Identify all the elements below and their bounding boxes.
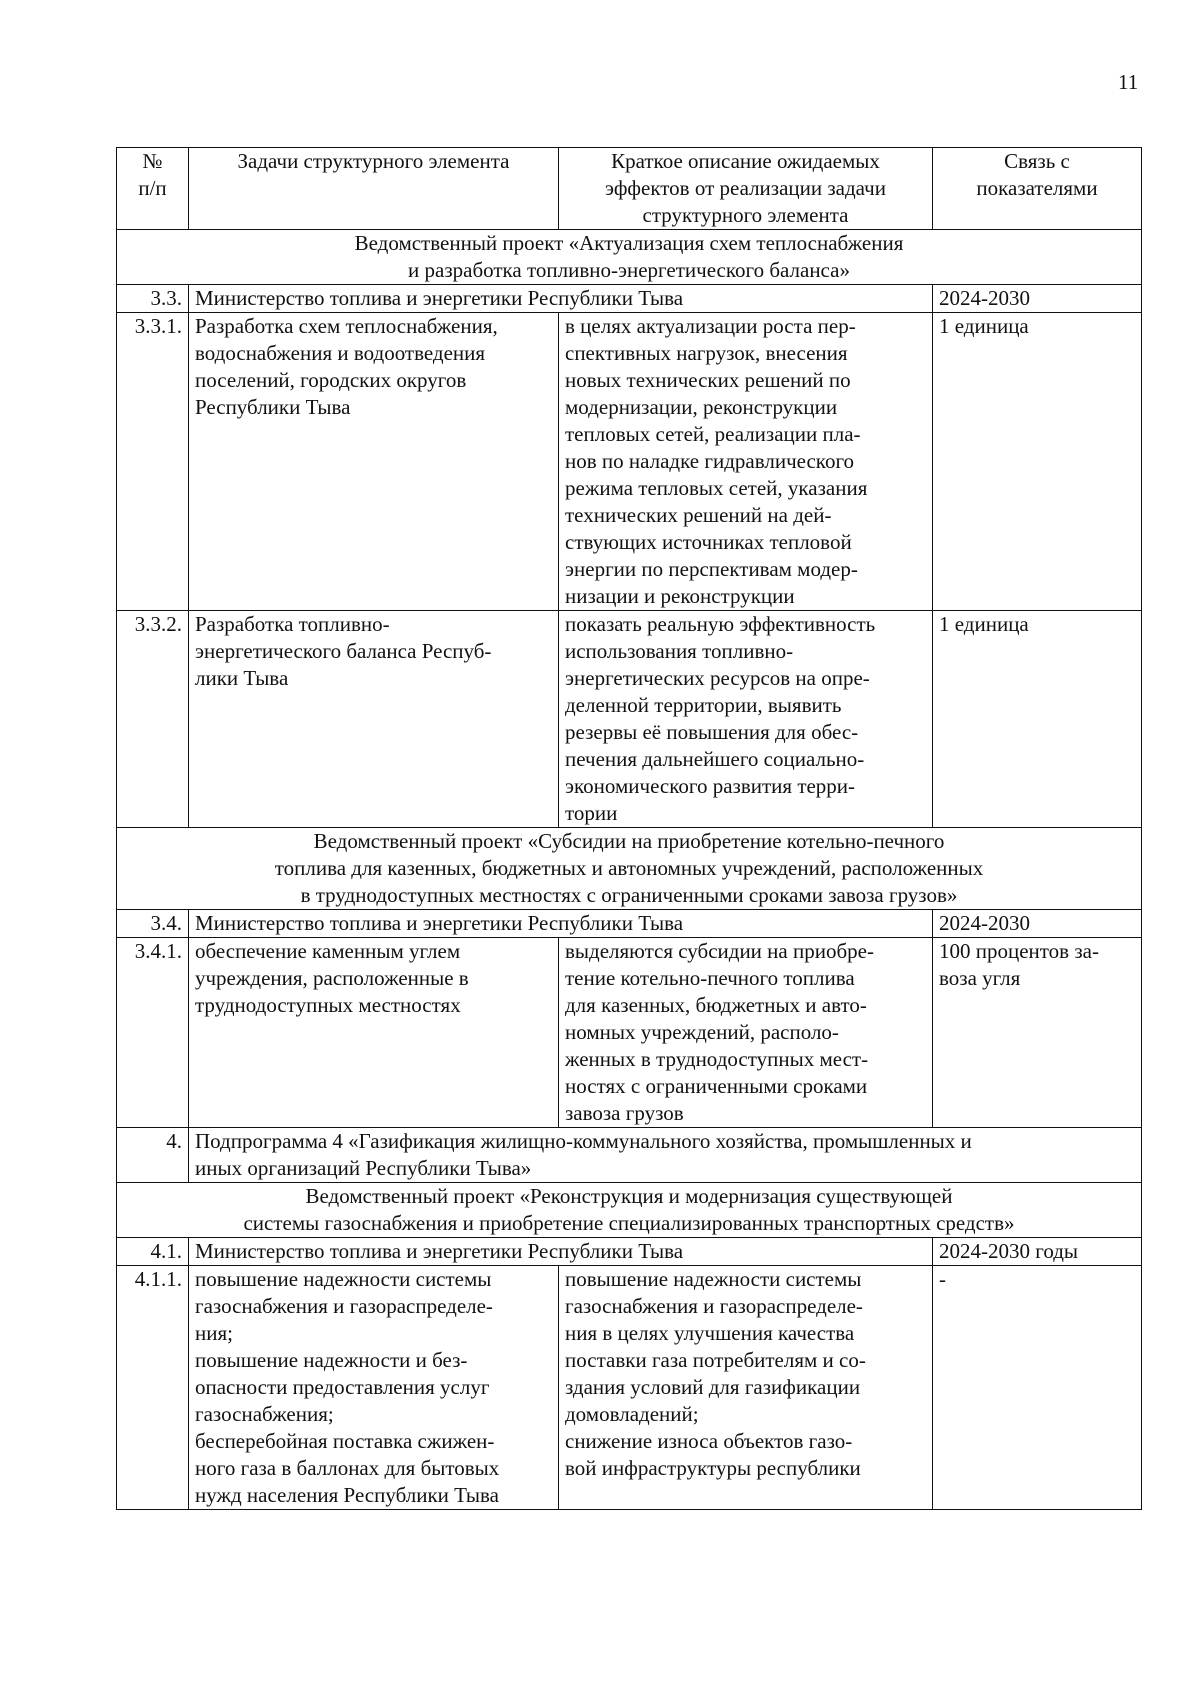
row-indicator: 100 процентов за- воза угля: [933, 938, 1142, 1128]
row-number: 4.1.: [117, 1238, 189, 1266]
row-number: 3.3.2.: [117, 611, 189, 828]
table-row: [117, 313, 1142, 611]
section-row: [117, 1183, 1142, 1238]
table-header-row: [117, 148, 1142, 230]
section-title: Ведомственный проект «Субсидии на приобретение котельно-печного топлива для казенных, бюджетных и автономных учреждений, расположенных в труднодоступных местностях с ограниченными сроками завоза грузов»: [117, 828, 1142, 910]
row-number: 3.4.: [117, 910, 189, 938]
table-row: [117, 611, 1142, 828]
row-number: 4.1.1.: [117, 1266, 189, 1510]
row-subprogram: Подпрограмма 4 «Газификация жилищно-коммунального хозяйства, промышленных и иных организаций Республики Тыва»: [189, 1128, 1142, 1183]
page-number: 11: [1118, 70, 1139, 94]
row-period: 2024-2030: [933, 285, 1142, 313]
table-row: [117, 938, 1142, 1128]
row-task: обеспечение каменным углем учреждения, расположенные в труднодоступных местностях: [189, 938, 559, 1128]
row-period: 2024-2030: [933, 910, 1142, 938]
row-effect: в целях актуализации роста пер- спективных нагрузок, внесения новых технических решений по модернизации, реконструкции тепловых сетей, реализации пла- нов по наладке гидравлического режима тепловых сетей, указания технических решений на дей- ствующих источниках тепловой энергии по перспективам модер- низации и реконструкции: [559, 313, 933, 611]
row-number: 4.: [117, 1128, 189, 1183]
table-row: [117, 285, 1142, 313]
row-responsible: Министерство топлива и энергетики Республики Тыва: [189, 910, 933, 938]
section-row: [117, 828, 1142, 910]
row-period: 2024-2030 годы: [933, 1238, 1142, 1266]
row-task: повышение надежности системы газоснабжения и газораспределе- ния; повышение надежности и без- опасности предоставления услуг газоснабжения; бесперебойная поставка сжижен- ного газа в баллонах для бытовых нужд населения Республики Тыва: [189, 1266, 559, 1510]
row-effect: повышение надежности системы газоснабжения и газораспределе- ния в целях улучшения качества поставки газа потребителям и со- здания условий для газификации домовладений; снижение износа объектов газо- вой инфраструктуры республики: [559, 1266, 933, 1510]
header-tasks: Задачи структурного элемента: [189, 148, 559, 230]
header-number: № п/п: [117, 148, 189, 230]
row-effect: выделяются субсидии на приобре- тение котельно-печного топлива для казенных, бюджетных и авто- номных учреждений, располо- женных в труднодоступных мест- ностях с ограниченными сроками завоза грузов: [559, 938, 933, 1128]
table-row: [117, 1238, 1142, 1266]
header-indicators: Связь с показателями: [933, 148, 1142, 230]
row-indicator: -: [933, 1266, 1142, 1510]
row-task: Разработка схем теплоснабжения, водоснабжения и водоотведения поселений, городских округов Республики Тыва: [189, 313, 559, 611]
row-number: 3.3.: [117, 285, 189, 313]
row-indicator: 1 единица: [933, 611, 1142, 828]
header-effects: Краткое описание ожидаемых эффектов от реализации задачи структурного элемента: [559, 148, 933, 230]
section-row: [117, 230, 1142, 285]
section-title: Ведомственный проект «Актуализация схем теплоснабжения и разработка топливно-энергетического баланса»: [117, 230, 1142, 285]
row-responsible: Министерство топлива и энергетики Республики Тыва: [189, 1238, 933, 1266]
row-effect: показать реальную эффективность использования топливно- энергетических ресурсов на опре- деленной территории, выявить резервы её повышения для обес- печения дальнейшего социально- экономического развития терри- тории: [559, 611, 933, 828]
row-indicator: 1 единица: [933, 313, 1142, 611]
table-row: [117, 1128, 1142, 1183]
row-task: Разработка топливно- энергетического баланса Респуб- лики Тыва: [189, 611, 559, 828]
row-responsible: Министерство топлива и энергетики Республики Тыва: [189, 285, 933, 313]
table-row: [117, 910, 1142, 938]
row-number: 3.3.1.: [117, 313, 189, 611]
section-title: Ведомственный проект «Реконструкция и модернизация существующей системы газоснабжения и приобретение специализированных транспортных средств»: [117, 1183, 1142, 1238]
program-tasks-table: [116, 147, 1142, 1510]
row-number: 3.4.1.: [117, 938, 189, 1128]
table-row: [117, 1266, 1142, 1510]
